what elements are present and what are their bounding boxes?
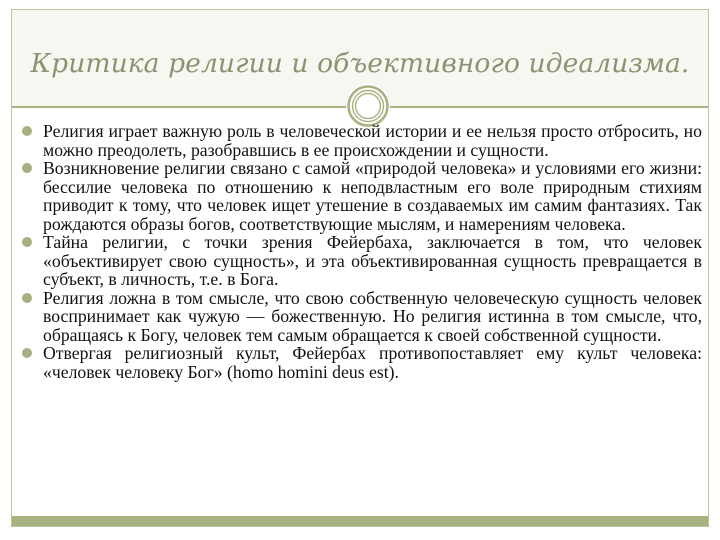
bottom-accent-bar [12,516,708,526]
bullet-text: Религия ложна в том смысле, что свою собственную человеческую сущность человек воспринимает как чужую — божественную. Но религия истинна в том смысле, что, обращаясь к Богу, человек тем самым обращается к своей собственной сущности. [43,287,702,345]
slide-title: Критика религии и объективного идеализма. [30,48,690,79]
bullet-item [22,344,702,381]
bullet-item [22,233,702,289]
bullet-item [22,159,702,233]
bullet-text: Возникновение религии связано с самой «природой человека» и условиями его жизни: бессилие человека по отношению к неподвластным его воле природным стихиям приводит к тому, что человек ищет утешение в создаваемых им самим фантазиях. Так рождаются образы богов, соответствующие мыслям, и намерениям человека. [43,158,702,234]
bullet-item [22,289,702,345]
bullet-text: Отвергая религиозный культ, Фейербах противопоставляет ему культ человека: «человек человеку Бог» (homo homini deus est). [43,343,702,382]
circle-bullet-icon [22,348,32,358]
bullet-text: Тайна религии, с точки зрения Фейербаха, заключается в том, что человек «объективирует свою сущность», и эта объективированная сущность превращается в субъект, в личность, т.е. в Бога. [43,232,702,289]
circle-bullet-icon [22,293,32,303]
circle-bullet-icon [22,237,32,247]
bullet-text: Религия играет важную роль в человеческой истории и ее нельзя просто отбросить, но можно преодолеть, разобравшись в ее происхождении и сущности. [43,121,702,160]
bullet-item [22,122,702,159]
circle-bullet-icon [22,126,32,136]
slide [11,9,709,527]
bullet-list [22,122,702,381]
circle-bullet-icon [22,163,32,173]
